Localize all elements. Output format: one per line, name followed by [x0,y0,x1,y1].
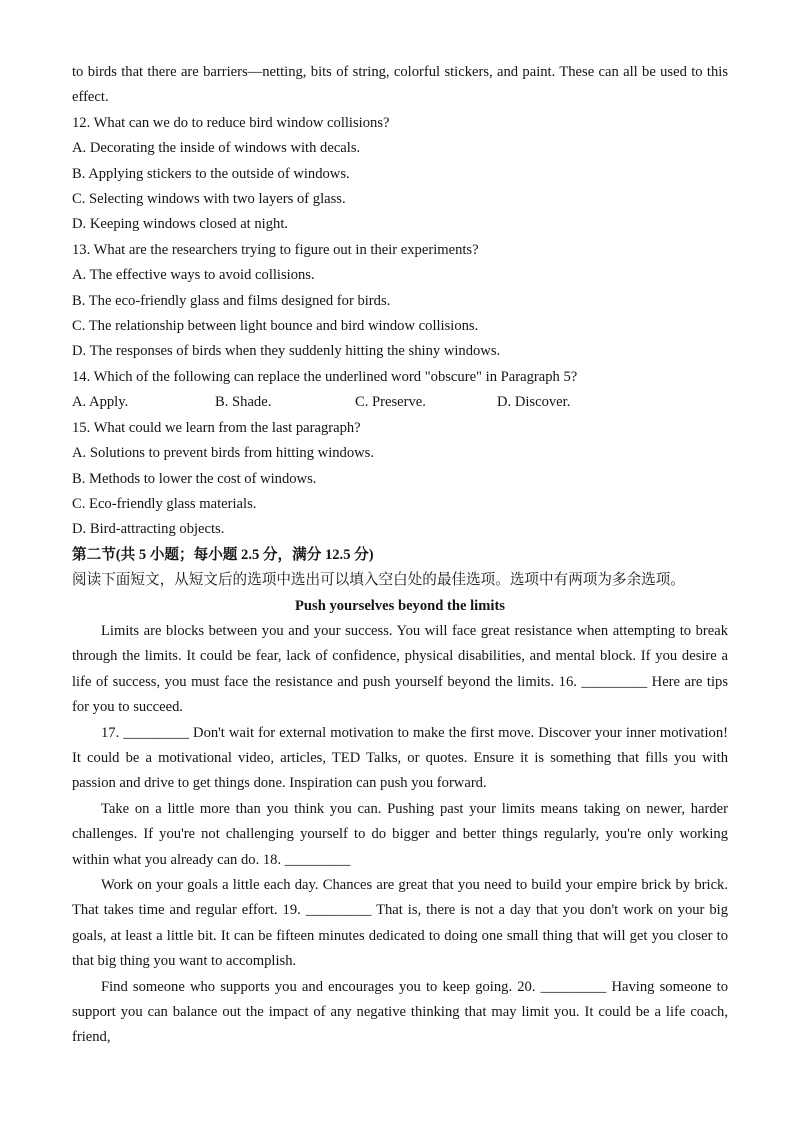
option-item: B. Shade. [215,394,272,411]
option-15-a: A. Solutions to prevent birds from hitting windows. [72,445,375,462]
option-15-c: C. Eco-friendly glass materials. [72,495,257,512]
option-12-c: C. Selecting windows with two layers of glass. [72,191,346,208]
option-12-d: D. Keeping windows closed at night. [72,216,289,233]
passage-paragraph-3: Take on a little more than you think you can. Pushing past your limits means taking on newer, harder challenges. If you're not challenging yourself to do bigger and better things regularly, you're only working within what you already can do. 18. _________ [72,800,728,868]
passage-paragraph-5: Find someone who supports you and encourages you to keep going. 20. _________ Having someone to support you can balance out the impact of any negative thinking that may limit you. It could be a life coach, friend, [72,978,728,1046]
option-item: A. Apply. [72,394,129,411]
option-13-d: D. The responses of birds when they suddenly hitting the shiny windows. [72,343,501,360]
option-15-b: B. Methods to lower the cost of windows. [72,470,317,487]
question-14: 14. Which of the following can replace the underlined word "obscure" in Paragraph 5? [72,368,578,385]
question-12: 12. What can we do to reduce bird window collisions? [72,114,390,131]
question-15: 15. What could we learn from the last paragraph? [72,419,361,436]
option-item: D. Discover. [497,394,571,411]
option-13-b: B. The eco-friendly glass and films designed for birds. [72,292,391,309]
question-13: 13. What are the researchers trying to figure out in their experiments? [72,241,479,258]
section-2-heading: 第二节(共 5 小题；每小题 2.5 分，满分 12.5 分) [72,546,374,563]
passage-paragraph-4: Work on your goals a little each day. Chances are great that you need to build your empire brick by brick. That takes time and regular effort. 19. _________ That is, there is not a day that you don't work on your big goals, at least a little bit. It can be fifteen minutes dedicated to doing one small thing that will get you closer to that big thing you want to accomplish. [72,877,728,970]
passage-paragraph-2: 17. _________ Don't wait for external motivation to make the first move. Discover your inner motivation! It could be a motivational video, articles, TED Talks, or quotes. Ensure it is something that fills you with passion and drive to get things done. Inspiration can push you forward. [72,724,728,792]
option-12-b: B. Applying stickers to the outside of windows. [72,165,350,182]
passage-title: Push yourselves beyond the limits [294,597,505,614]
option-13-c: C. The relationship between light bounce and bird window collisions. [72,318,479,335]
passage-paragraph-1: Limits are blocks between you and your success. You will face great resistance when attempting to break through the limits. It could be fear, lack of confidence, physical disabilities, and mental block. If you desire a life of success, you must face the resistance and push yourself beyond the limits. 16. _________ Here are tips for you to succeed. [72,622,728,716]
passage-continuation: to birds that there are barriers—netting, bits of string, colorful stickers, and paint. These can all be used to this effect. [72,64,728,106]
option-12-a: A. Decorating the inside of windows with decals. [72,140,361,157]
option-13-a: A. The effective ways to avoid collisions. [72,267,315,284]
question-14-options [72,390,728,415]
option-15-d: D. Bird-attracting objects. [72,521,225,538]
section-2-instructions: 阅读下面短文，从短文后的选项中选出可以填入空白处的最佳选项。选项中有两项为多余选项。 [72,572,685,589]
option-item: C. Preserve. [355,394,426,411]
